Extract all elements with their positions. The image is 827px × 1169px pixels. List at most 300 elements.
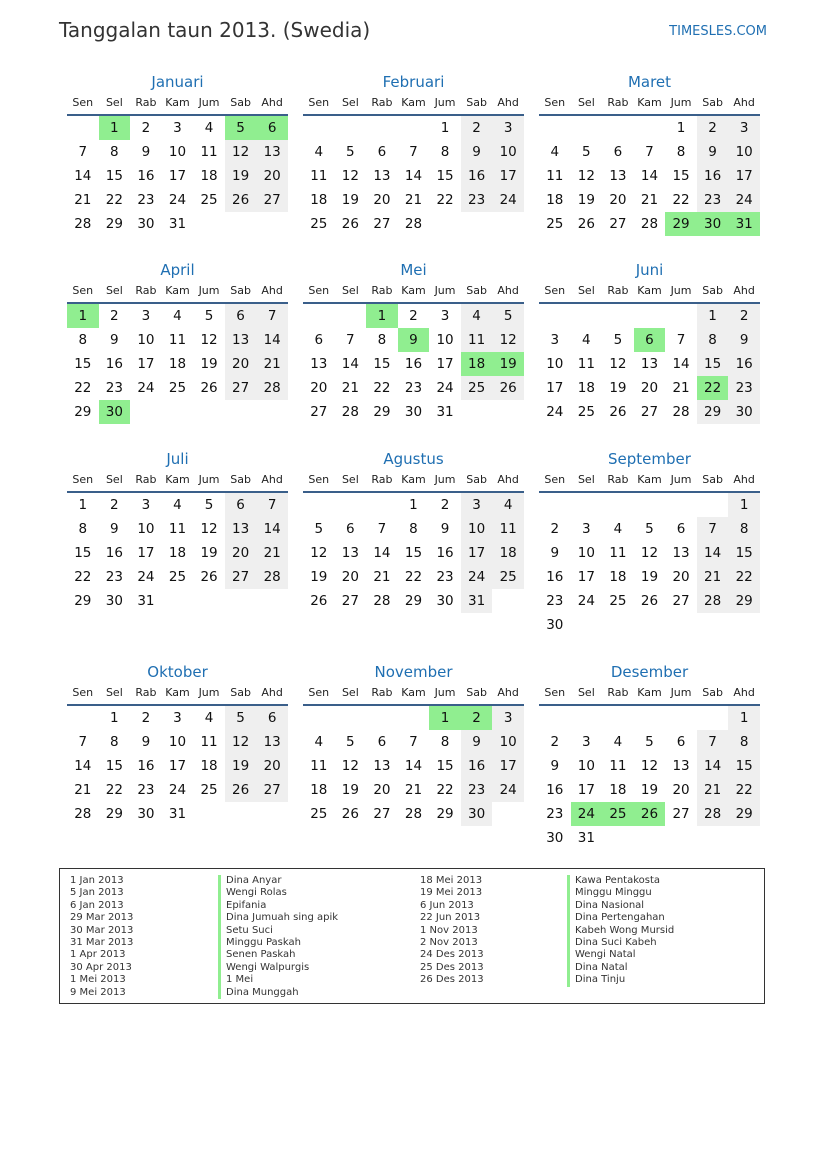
empty-cell (665, 706, 697, 730)
empty-cell (193, 802, 225, 826)
day-cell: 4 (173, 308, 182, 324)
legend-date: 22 Jun 2013 (420, 912, 481, 924)
weekday-label: Kam (401, 96, 426, 109)
empty-cell (697, 706, 729, 730)
month-name: April (160, 261, 195, 279)
weekday-label: Sab (230, 96, 251, 109)
day-grid (303, 493, 524, 613)
day-cell: 7 (256, 493, 288, 517)
day-cell: 6 (346, 521, 355, 537)
empty-cell (256, 589, 288, 613)
day-cell: 3 (461, 493, 493, 517)
empty-cell (634, 706, 666, 730)
day-cell: 19 (577, 192, 595, 208)
empty-cell (461, 400, 493, 424)
day-cell: 22 (697, 376, 729, 400)
day-cell: 5 (204, 308, 214, 324)
legend-date: 24 Des 2013 (420, 949, 484, 961)
weekday-label: Jum (670, 284, 692, 297)
day-cell: 15 (105, 758, 123, 774)
day-cell: 30 (697, 212, 729, 236)
day-cell: 14 (672, 356, 690, 372)
empty-cell (571, 493, 603, 517)
legend-date: 30 Mar 2013 (70, 924, 134, 936)
day-cell: 9 (550, 545, 560, 561)
weekday-label: Sen (308, 686, 330, 699)
day-cell: 15 (436, 758, 454, 774)
day-cell: 29 (105, 216, 123, 232)
day-cell: 21 (74, 192, 92, 208)
empty-cell (665, 304, 697, 328)
day-cell: 22 (672, 192, 690, 208)
day-cell: 4 (550, 144, 560, 160)
day-cell: 16 (461, 164, 493, 188)
day-cell: 12 (492, 328, 524, 352)
day-cell: 20 (373, 782, 391, 798)
empty-cell (225, 400, 257, 424)
day-cell: 16 (461, 754, 493, 778)
day-cell: 3 (582, 734, 591, 750)
day-cell: 14 (697, 541, 729, 565)
empty-cell (539, 116, 571, 140)
day-cell: 28 (74, 216, 92, 232)
day-cell: 30 (546, 830, 564, 846)
legend-dates-right (420, 875, 484, 987)
empty-cell (634, 826, 666, 850)
weekday-label: Ahd (733, 96, 755, 109)
day-cell: 5 (492, 304, 524, 328)
empty-cell (492, 400, 524, 424)
day-cell: 7 (377, 521, 387, 537)
legend-holiday-name: Dina Natal (567, 962, 674, 974)
weekday-label: Sab (702, 96, 723, 109)
day-cell: 29 (728, 802, 760, 826)
day-cell: 15 (74, 356, 92, 372)
weekday-header (539, 281, 760, 304)
day-cell: 20 (256, 164, 288, 188)
legend-holiday-name: Epifania (218, 900, 338, 912)
day-cell: 28 (256, 376, 288, 400)
day-cell: 2 (461, 116, 493, 140)
day-cell: 14 (74, 168, 92, 184)
day-cell: 17 (577, 782, 595, 798)
weekday-label: Sel (577, 686, 595, 699)
day-grid (67, 706, 288, 826)
legend-date: 2 Nov 2013 (420, 937, 478, 949)
day-cell: 14 (404, 168, 423, 184)
day-cell: 2 (141, 120, 151, 136)
weekday-label: Rab (135, 284, 157, 297)
day-cell: 11 (492, 517, 524, 541)
day-cell: 18 (609, 782, 627, 798)
day-cell: 8 (78, 521, 88, 537)
empty-cell (335, 706, 367, 730)
day-cell: 26 (634, 802, 666, 826)
day-cell: 4 (492, 493, 524, 517)
day-cell: 7 (645, 144, 654, 160)
day-cell: 9 (461, 140, 493, 164)
day-cell: 13 (256, 730, 288, 754)
empty-cell (492, 802, 524, 826)
month-november (303, 661, 524, 826)
day-cell: 10 (436, 332, 454, 348)
month-name: Oktober (147, 663, 208, 681)
day-cell: 15 (728, 754, 760, 778)
empty-cell (193, 212, 225, 236)
day-cell: 24 (492, 778, 524, 802)
day-cell: 27 (256, 188, 288, 212)
day-cell: 27 (310, 404, 328, 420)
empty-cell (571, 706, 603, 730)
day-cell: 19 (341, 782, 359, 798)
weekday-label: Rab (371, 96, 393, 109)
weekday-label: Sen (72, 284, 94, 297)
site-link[interactable]: TIMESLES.COM (669, 24, 767, 39)
day-cell: 9 (697, 140, 729, 164)
day-cell: 11 (546, 168, 564, 184)
day-cell: 19 (640, 782, 659, 798)
day-cell: 3 (728, 116, 760, 140)
weekday-label: Sen (544, 473, 566, 486)
weekday-label: Jum (198, 473, 220, 486)
day-cell: 21 (640, 192, 659, 208)
day-cell: 5 (225, 116, 257, 140)
day-cell: 12 (225, 140, 257, 164)
month-april (67, 259, 288, 424)
day-cell: 17 (546, 380, 564, 396)
day-cell: 1 (440, 120, 450, 136)
weekday-header (303, 93, 524, 116)
weekday-label: Ahd (733, 284, 755, 297)
day-cell: 11 (577, 356, 595, 372)
day-cell: 5 (346, 734, 355, 750)
day-cell: 19 (310, 569, 328, 585)
legend-holiday-name: Wengi Natal (567, 949, 674, 961)
day-cell: 19 (341, 192, 359, 208)
day-cell: 31 (436, 404, 454, 420)
day-cell: 23 (404, 380, 423, 396)
day-cell: 12 (310, 545, 328, 561)
empty-cell (602, 613, 634, 637)
weekday-label: Sel (577, 473, 595, 486)
weekday-label: Kam (637, 284, 662, 297)
day-cell: 7 (697, 730, 729, 754)
month-name: Mei (400, 261, 427, 279)
legend-holiday-name: Kawa Pentakosta (567, 875, 674, 887)
weekday-label: Rab (607, 96, 629, 109)
day-cell: 9 (110, 521, 119, 537)
month-name: September (608, 450, 691, 468)
day-cell: 16 (404, 356, 423, 372)
day-cell: 26 (310, 593, 328, 609)
day-cell: 6 (676, 521, 686, 537)
day-cell: 25 (168, 380, 187, 396)
day-cell: 5 (204, 497, 214, 513)
day-cell: 3 (173, 120, 182, 136)
day-cell: 24 (728, 188, 760, 212)
empty-cell (634, 304, 666, 328)
legend-date: 19 Mei 2013 (420, 887, 483, 899)
weekday-label: Sen (72, 686, 94, 699)
day-cell: 5 (613, 332, 623, 348)
empty-cell (225, 802, 257, 826)
day-cell: 18 (310, 782, 328, 798)
month-agustus (303, 448, 524, 613)
weekday-label: Jum (198, 686, 220, 699)
day-cell: 19 (225, 164, 257, 188)
day-cell: 21 (672, 380, 690, 396)
day-cell: 24 (461, 565, 493, 589)
day-cell: 30 (404, 404, 423, 420)
day-cell: 7 (697, 517, 729, 541)
day-cell: 26 (225, 778, 257, 802)
day-cell: 23 (461, 188, 493, 212)
empty-cell (665, 613, 697, 637)
day-cell: 8 (440, 144, 450, 160)
day-cell: 15 (728, 541, 760, 565)
empty-cell (303, 493, 335, 517)
weekday-label: Ahd (261, 473, 283, 486)
day-cell: 1 (366, 304, 398, 328)
empty-cell (634, 613, 666, 637)
day-cell: 4 (314, 144, 324, 160)
day-cell: 31 (168, 216, 187, 232)
day-cell: 3 (141, 497, 151, 513)
weekday-label: Kam (401, 284, 426, 297)
empty-cell (303, 304, 335, 328)
weekday-label: Rab (135, 96, 157, 109)
day-cell: 26 (577, 216, 595, 232)
day-cell: 5 (645, 734, 654, 750)
empty-cell (634, 493, 666, 517)
day-cell: 12 (200, 332, 218, 348)
weekday-label: Sel (341, 686, 359, 699)
day-cell: 16 (436, 545, 454, 561)
day-cell: 22 (105, 192, 123, 208)
day-cell: 27 (341, 593, 359, 609)
weekday-header (539, 470, 760, 493)
empty-cell (366, 116, 398, 140)
weekday-label: Sen (544, 96, 566, 109)
day-cell: 20 (256, 754, 288, 778)
day-cell: 18 (168, 545, 187, 561)
day-cell: 16 (137, 168, 155, 184)
day-cell: 12 (640, 545, 659, 561)
weekday-label: Sab (702, 284, 723, 297)
holiday-legend (59, 868, 765, 1004)
weekday-label: Sen (544, 284, 566, 297)
legend-date: 26 Des 2013 (420, 974, 484, 986)
day-cell: 24 (577, 593, 595, 609)
empty-cell (461, 212, 493, 236)
day-cell: 1 (67, 304, 99, 328)
day-cell: 12 (341, 168, 359, 184)
day-cell: 7 (78, 144, 88, 160)
day-cell: 26 (200, 569, 218, 585)
day-cell: 31 (728, 212, 760, 236)
day-cell: 23 (546, 806, 564, 822)
day-cell: 4 (613, 521, 623, 537)
day-cell: 26 (640, 593, 659, 609)
empty-cell (225, 589, 257, 613)
day-cell: 8 (440, 734, 450, 750)
day-cell: 18 (492, 541, 524, 565)
day-cell: 12 (577, 168, 595, 184)
day-cell: 15 (74, 545, 92, 561)
day-cell: 21 (404, 782, 423, 798)
empty-cell (335, 304, 367, 328)
weekday-label: Ahd (261, 284, 283, 297)
weekday-label: Kam (637, 686, 662, 699)
day-cell: 20 (225, 352, 257, 376)
month-maret (539, 71, 760, 236)
day-cell: 2 (110, 308, 119, 324)
empty-cell (366, 493, 398, 517)
empty-cell (602, 826, 634, 850)
day-cell: 9 (110, 332, 119, 348)
day-cell: 6 (225, 493, 257, 517)
day-cell: 6 (676, 734, 686, 750)
day-cell: 25 (461, 376, 493, 400)
day-cell: 26 (225, 188, 257, 212)
day-cell: 26 (492, 376, 524, 400)
day-cell: 23 (137, 782, 155, 798)
day-cell: 16 (137, 758, 155, 774)
day-cell: 22 (728, 565, 760, 589)
day-cell: 23 (461, 778, 493, 802)
day-cell: 24 (168, 192, 187, 208)
day-cell: 11 (200, 144, 218, 160)
day-grid (539, 116, 760, 236)
month-desember (539, 661, 760, 850)
day-cell: 17 (168, 168, 187, 184)
day-cell: 3 (492, 116, 524, 140)
day-cell: 7 (676, 332, 686, 348)
page-title: Tanggalan taun 2013. (Swedia) (59, 18, 371, 42)
weekday-label: Sab (230, 473, 251, 486)
legend-date: 9 Mei 2013 (70, 986, 126, 998)
empty-cell (602, 493, 634, 517)
weekday-label: Sab (230, 284, 251, 297)
day-cell: 22 (436, 782, 454, 798)
day-cell: 20 (609, 192, 627, 208)
weekday-label: Sel (341, 284, 359, 297)
day-cell: 6 (634, 328, 666, 352)
day-cell: 20 (341, 569, 359, 585)
day-cell: 21 (256, 541, 288, 565)
month-name: Januari (151, 73, 204, 91)
weekday-label: Sab (702, 686, 723, 699)
day-cell: 4 (204, 120, 214, 136)
day-cell: 2 (550, 734, 560, 750)
day-cell: 5 (314, 521, 324, 537)
day-cell: 1 (110, 710, 119, 726)
empty-cell (539, 304, 571, 328)
empty-cell (665, 826, 697, 850)
day-cell: 13 (225, 328, 257, 352)
weekday-label: Jum (670, 686, 692, 699)
day-cell: 1 (99, 116, 131, 140)
day-cell: 22 (74, 380, 92, 396)
day-cell: 22 (105, 782, 123, 798)
day-cell: 26 (341, 806, 359, 822)
month-name: Juni (635, 261, 664, 279)
day-cell: 4 (314, 734, 324, 750)
weekday-label: Sel (105, 96, 123, 109)
month-name: November (374, 663, 453, 681)
weekday-label: Rab (607, 284, 629, 297)
empty-cell (398, 706, 430, 730)
day-cell: 20 (225, 541, 257, 565)
day-cell: 29 (74, 404, 92, 420)
empty-cell (303, 706, 335, 730)
weekday-label: Jum (434, 473, 456, 486)
weekday-label: Ahd (497, 473, 519, 486)
weekday-label: Ahd (261, 686, 283, 699)
day-cell: 11 (609, 545, 627, 561)
weekday-label: Ahd (497, 686, 519, 699)
day-cell: 27 (609, 216, 627, 232)
day-cell: 25 (609, 593, 627, 609)
weekday-label: Sab (466, 96, 487, 109)
empty-cell (67, 116, 99, 140)
day-cell: 21 (373, 569, 391, 585)
weekday-header (67, 281, 288, 304)
day-cell: 31 (577, 830, 595, 846)
day-cell: 23 (105, 380, 123, 396)
empty-cell (571, 613, 603, 637)
weekday-label: Sen (72, 473, 94, 486)
empty-cell (335, 493, 367, 517)
legend-holiday-name: Minggu Minggu (567, 887, 674, 899)
day-grid (303, 706, 524, 826)
day-cell: 28 (404, 806, 423, 822)
legend-holiday-name: Setu Suci (218, 925, 338, 937)
day-cell: 25 (546, 216, 564, 232)
day-cell: 14 (256, 517, 288, 541)
weekday-label: Rab (371, 473, 393, 486)
weekday-label: Kam (165, 686, 190, 699)
day-cell: 28 (672, 404, 690, 420)
day-cell: 13 (373, 168, 391, 184)
legend-dates-left (70, 875, 133, 999)
day-grid (67, 116, 288, 236)
weekday-label: Jum (670, 473, 692, 486)
day-cell: 16 (728, 352, 760, 376)
day-cell: 10 (492, 730, 524, 754)
day-cell: 11 (310, 758, 328, 774)
weekday-label: Kam (165, 473, 190, 486)
weekday-header (67, 93, 288, 116)
day-cell: 17 (137, 545, 155, 561)
day-cell: 7 (409, 734, 418, 750)
day-cell: 25 (577, 404, 595, 420)
empty-cell (697, 826, 729, 850)
day-cell: 6 (225, 304, 257, 328)
weekday-header (67, 470, 288, 493)
weekday-label: Rab (607, 473, 629, 486)
day-cell: 24 (571, 802, 603, 826)
day-cell: 27 (672, 806, 690, 822)
day-cell: 11 (461, 328, 493, 352)
day-cell: 13 (310, 356, 328, 372)
day-cell: 17 (137, 356, 155, 372)
weekday-label: Sel (577, 284, 595, 297)
day-cell: 26 (341, 216, 359, 232)
month-februari (303, 71, 524, 236)
empty-cell (634, 116, 666, 140)
day-cell: 25 (492, 565, 524, 589)
